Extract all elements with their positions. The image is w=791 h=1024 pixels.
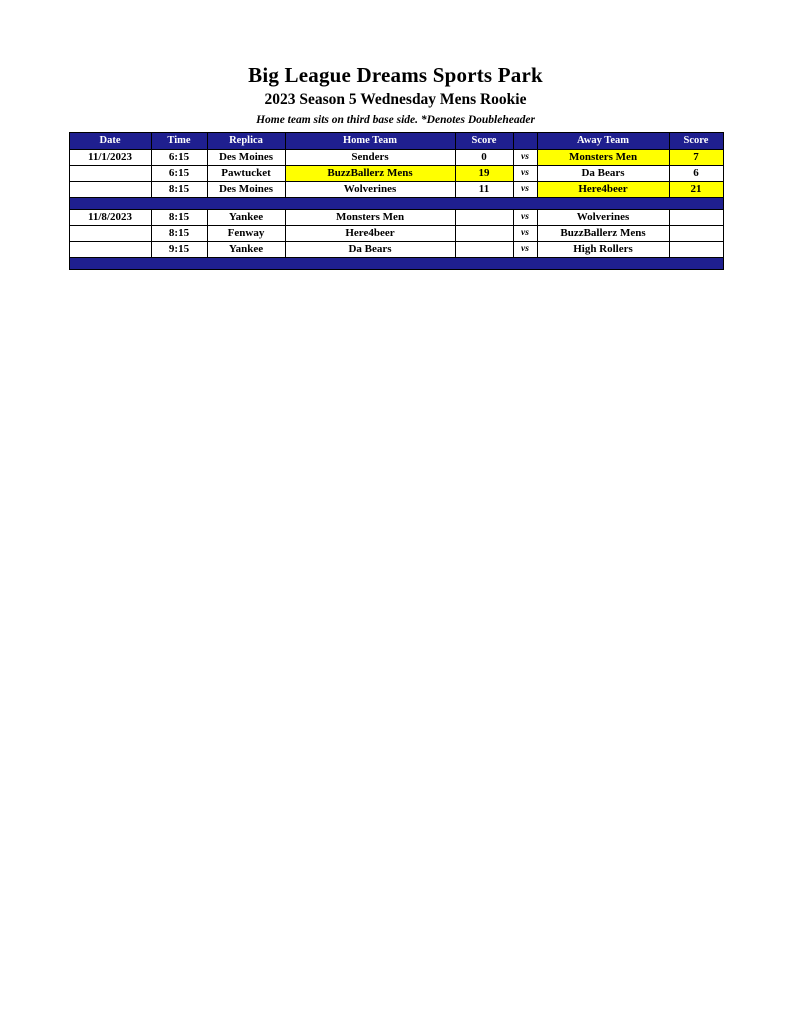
cell-vs: vs: [513, 165, 537, 181]
cell-home-score: 19: [455, 165, 513, 181]
column-header-date: Date: [69, 132, 151, 149]
cell-time: 6:15: [151, 165, 207, 181]
cell-home-score: 11: [455, 181, 513, 197]
cell-away-team: Da Bears: [537, 165, 669, 181]
cell-date: [69, 165, 151, 181]
cell-home-score: 0: [455, 149, 513, 165]
cell-away-score: [669, 209, 723, 225]
table-row: [69, 181, 723, 197]
cell-vs: vs: [513, 181, 537, 197]
page-title: Big League Dreams Sports Park: [248, 63, 543, 87]
column-header-time: Time: [151, 132, 207, 149]
table-spacer-row: [69, 257, 723, 269]
cell-home-score: [455, 225, 513, 241]
cell-date: [69, 181, 151, 197]
document-header: [0, 0, 791, 126]
cell-home-team: Monsters Men: [285, 209, 455, 225]
cell-replica: Fenway: [207, 225, 285, 241]
cell-home-team: Wolverines: [285, 181, 455, 197]
cell-away-score: [669, 225, 723, 241]
cell-home-score: [455, 241, 513, 257]
cell-home-team: Here4beer: [285, 225, 455, 241]
cell-away-score: 6: [669, 165, 723, 181]
table-row: [69, 149, 723, 165]
schedule-table-body: [69, 149, 723, 269]
cell-date: 11/8/2023: [69, 209, 151, 225]
cell-date: [69, 225, 151, 241]
cell-vs: vs: [513, 241, 537, 257]
cell-away-team: Wolverines: [537, 209, 669, 225]
table-spacer-cell: [69, 197, 723, 209]
page-subtitle: 2023 Season 5 Wednesday Mens Rookie: [264, 91, 527, 109]
table-header-row: [69, 132, 723, 149]
table-spacer-cell: [69, 257, 723, 269]
cell-time: 6:15: [151, 149, 207, 165]
cell-vs: vs: [513, 209, 537, 225]
schedule-table-head: [69, 132, 723, 149]
cell-time: 8:15: [151, 181, 207, 197]
column-header-home-team: Home Team: [285, 132, 455, 149]
table-row: [69, 165, 723, 181]
cell-time: 9:15: [151, 241, 207, 257]
page-note: Home team sits on third base side. *Denotes Doubleheader: [256, 113, 535, 126]
cell-date: 11/1/2023: [69, 149, 151, 165]
cell-replica: Des Moines: [207, 181, 285, 197]
cell-home-team: Senders: [285, 149, 455, 165]
cell-home-team: Da Bears: [285, 241, 455, 257]
cell-away-score: 21: [669, 181, 723, 197]
column-header-replica: Replica: [207, 132, 285, 149]
cell-away-team: BuzzBallerz Mens: [537, 225, 669, 241]
cell-vs: vs: [513, 225, 537, 241]
column-header-away-team: Away Team: [537, 132, 669, 149]
table-row: [69, 241, 723, 257]
cell-date: [69, 241, 151, 257]
schedule-table: [69, 132, 724, 270]
cell-vs: vs: [513, 149, 537, 165]
schedule-table-wrapper: [69, 132, 723, 270]
cell-away-score: 7: [669, 149, 723, 165]
column-header-away-score: Score: [669, 132, 723, 149]
cell-away-team: Here4beer: [537, 181, 669, 197]
cell-home-score: [455, 209, 513, 225]
cell-replica: Yankee: [207, 241, 285, 257]
cell-home-team: BuzzBallerz Mens: [285, 165, 455, 181]
table-row: [69, 209, 723, 225]
cell-time: 8:15: [151, 209, 207, 225]
column-header-vs: [513, 132, 537, 149]
cell-away-team: High Rollers: [537, 241, 669, 257]
cell-away-score: [669, 241, 723, 257]
column-header-home-score: Score: [455, 132, 513, 149]
table-spacer-row: [69, 197, 723, 209]
cell-time: 8:15: [151, 225, 207, 241]
cell-replica: Des Moines: [207, 149, 285, 165]
cell-replica: Pawtucket: [207, 165, 285, 181]
table-row: [69, 225, 723, 241]
cell-replica: Yankee: [207, 209, 285, 225]
cell-away-team: Monsters Men: [537, 149, 669, 165]
